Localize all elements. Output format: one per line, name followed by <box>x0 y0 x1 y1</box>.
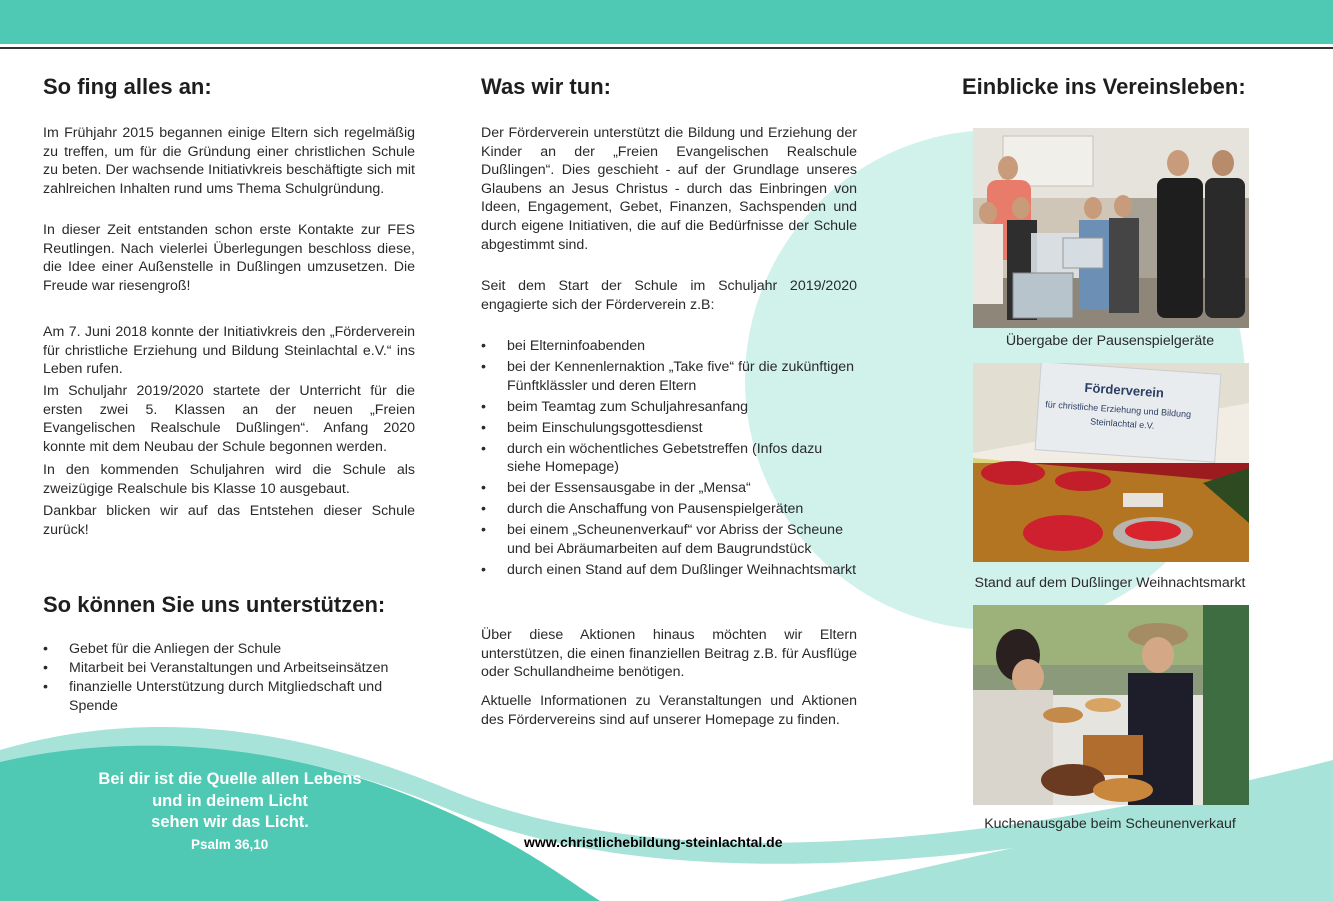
caption-cake-sale: Kuchenausgabe beim Scheunenverkauf <box>984 816 1236 832</box>
banner-subtitle: für christliche Erziehung und Bildung <box>1044 399 1192 420</box>
activity-item: • bei einem „Scheunenverkauf“ vor Abriss der Scheune und bei Abräumarbeiten auf dem Baugrundstück <box>481 521 857 559</box>
right-column <box>962 74 1282 100</box>
heading-activities: Was wir tun: <box>481 74 611 99</box>
activity-item: • beim Einschulungsgottesdienst <box>481 419 857 438</box>
photo-cake-sale-image <box>973 605 1249 805</box>
support-item: • Mitarbeit bei Veranstaltungen und Arbeitseinsätzen <box>43 659 419 678</box>
activity-item: • bei Elterninfoabenden <box>481 337 857 356</box>
heading-support: So können Sie uns unterstützen: <box>43 592 386 617</box>
caption-market-stand: Stand auf dem Dußlinger Weihnachtsmarkt <box>974 575 1246 591</box>
bible-quote <box>60 769 400 834</box>
website-url: www.christlichebildung-steinlachtal.de <box>524 834 783 850</box>
activity-item: • bei der Kennenlernaktion „Take five“ für die zukünftigen Fünftklässler und deren Eltern <box>481 358 857 396</box>
history-paragraph-3: Am 7. Juni 2018 konnte der Initiativkreis den „Förderverein für christliche Erziehung und Bildung Steinlachtal e.V.“ ins Leben rufen. <box>43 324 415 378</box>
activities-list <box>481 337 857 580</box>
history-paragraph-1: Im Frühjahr 2015 begannen einige Eltern sich regelmäßig zu treffen, um für die Gründung einer christlichen Schule zu beten. Der wachsende Initiativkreis beschäftigte sich mit zahlreichen Inhalten rund ums Thema Schulgründung. <box>43 125 415 197</box>
activity-item: • durch die Anschaffung von Pausenspielgeräten <box>481 500 857 519</box>
quote-line: Bei dir ist die Quelle allen Lebens <box>98 770 362 788</box>
psalm-reference: Psalm 36,10 <box>191 837 269 852</box>
activities-engagement-paragraph: Seit dem Start der Schule im Schuljahr 2019/2020 engagierte sich der Förderverein z.B: <box>481 278 857 313</box>
photo-market-stand-image <box>973 363 1249 562</box>
photo-market-stand <box>973 363 1249 562</box>
history-paragraph-5: In den kommenden Schuljahren wird die Schule als zweizügige Realschule bis Klasse 10 ausgebaut. <box>43 462 415 497</box>
quote-line: und in deinem Licht <box>152 791 308 810</box>
support-item: • finanzielle Unterstützung durch Mitgliedschaft und Spende <box>43 678 419 716</box>
activity-item: • durch einen Stand auf dem Dußlinger Weihnachtsmarkt <box>481 561 857 580</box>
photo-handover-image <box>973 128 1249 328</box>
activity-item: • bei der Essensausgabe in der „Mensa“ <box>481 479 857 498</box>
financial-support-paragraph: Über diese Aktionen hinaus möchten wir Eltern unterstützen, die einen finanziellen Beitrag z.B. für Ausflüge oder Schullandheime benötigen. <box>481 627 857 681</box>
activity-item: • beim Teamtag zum Schuljahresanfang <box>481 398 857 417</box>
left-column <box>43 74 415 100</box>
heading-insights: Einblicke ins Vereinsleben: <box>962 74 1246 99</box>
banner-name: Steinlachtal e.V. <box>1089 416 1155 431</box>
homepage-info-paragraph: Aktuelle Informationen zu Veranstaltungen und Aktionen des Fördervereins sind auf unserer Homepage zu finden. <box>481 693 857 728</box>
middle-column <box>481 74 857 100</box>
photo-cake-sale <box>973 605 1249 805</box>
support-section <box>43 592 423 618</box>
history-paragraph-2: In dieser Zeit entstanden schon erste Kontakte zur FES Reutlingen. Nach vielerlei Überlegungen beschloss diese, die Idee einer Außenstelle in Dußlingen umzusetzen. Die Freude war riesengroß! <box>43 222 415 294</box>
activities-intro-paragraph: Der Förderverein unterstützt die Bildung und Erziehung der Kinder an der „Freien Evangelischen Realschule Dußlingen“. Dies geschieht - auf der Grundlage unseres Glaubens an Jesus Christus - durch das Einbringen von Ideen, Engagement, Gebet, Finanzen, Sachspenden und durch eigene Initiativen, die auf die Bedürfnisse der Schule abgestimmt sind. <box>481 125 857 253</box>
support-item: • Gebet für die Anliegen der Schule <box>43 640 419 659</box>
history-paragraph-6: Dankbar blicken wir auf das Entstehen dieser Schule zurück! <box>43 503 415 538</box>
history-paragraph-4: Im Schuljahr 2019/2020 startete der Unterricht für die ersten zwei 5. Klassen an der neuen „Freien Evangelischen Realschule Dußlingen“. Anfang 2020 konnte mit dem Neubau der Schule begonnen werden. <box>43 383 415 455</box>
banner-title: Förderverein <box>1084 379 1165 401</box>
caption-handover: Übergabe der Pausenspielgeräte <box>1005 333 1215 349</box>
heading-history: So fing alles an: <box>43 74 212 99</box>
support-list <box>43 640 419 716</box>
quote-line: sehen wir das Licht. <box>151 813 309 831</box>
photo-handover <box>973 128 1249 328</box>
activity-item: • durch ein wöchentliches Gebetstreffen (Infos dazu siehe Homepage) <box>481 440 857 478</box>
